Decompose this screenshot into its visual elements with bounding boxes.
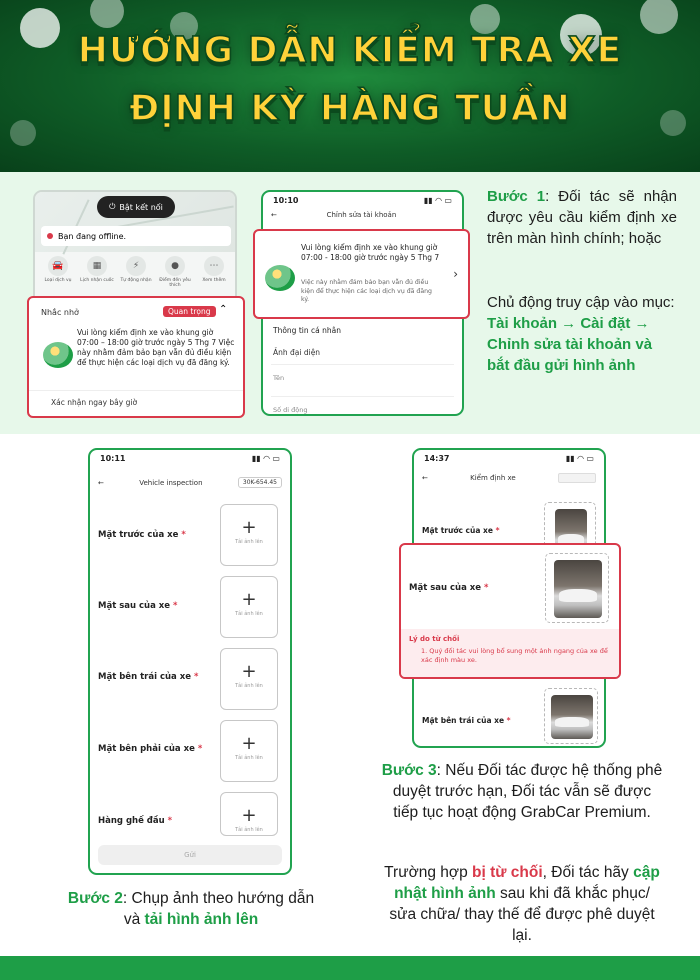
step3-rejected: bị từ chối [472, 864, 543, 881]
plate-badge: 30K-654.45 [238, 477, 282, 488]
step1-access-text [487, 292, 677, 376]
reject-title: Lý do từ chối [409, 635, 460, 643]
plus-icon: + [241, 805, 257, 826]
field-front: Mặt trước của xe * [422, 526, 500, 535]
back-arrow-icon[interactable]: ← [271, 211, 277, 219]
step2-body: : Chụp ảnh theo hướng dẫn và [122, 890, 315, 928]
inspection-illustration-icon [265, 265, 295, 291]
card-subtitle: Việc này nhằm đảm bảo bạn vẫn đủ điều kiện để thực hiện các loại dịch vụ đã đăng ký. [301, 279, 432, 303]
field-label: Mặt bên trái của xe [98, 672, 191, 682]
field-front-seats: Hàng ghế đầu * [98, 816, 173, 826]
hero-title-line2: ĐỊNH KỲ HÀNG TUẦN [129, 88, 571, 129]
field-right: Mặt bên phải của xe * [98, 744, 203, 754]
field-label: Mặt bên phải của xe [98, 744, 195, 754]
back-arrow-icon[interactable]: ← [98, 478, 104, 487]
step3-text2c: sau khi đã khắc phục/ sửa chữa/ thay thế để được phê duyệt lại. [389, 885, 655, 944]
submit-button[interactable]: Gửi [98, 845, 282, 865]
step1-label: Bước 1 [487, 188, 546, 205]
step1-text1: : Đối tác sẽ nhận được yêu cầu kiểm định xe trên màn hình chính; hoặc [487, 188, 677, 247]
upload-right[interactable] [220, 720, 278, 782]
card-title: Vui lòng kiểm định xe vào khung giờ 07:00 - 18:00 giờ trước ngày 5 Thg 7 [301, 243, 440, 262]
hero-title-line1: HƯỚNG DẪN KIỂM TRA XE [77, 30, 623, 71]
plus-icon: + [241, 733, 257, 754]
step3-label: Bước 3 [381, 762, 437, 779]
reminder-body: Vui lòng kiểm định xe vào khung giờ 07:00 – 18:00 giờ trước ngày 5 Thg 7 Việc này nhằm đảm bảo bạn vẫn đủ điều kiện để thực hiện các loại dịch vụ đã đăng ký. [77, 328, 235, 367]
offline-status [41, 226, 231, 246]
back-arrow-icon[interactable]: ← [422, 474, 428, 482]
nav-bar [414, 471, 604, 485]
page-title: Vehicle inspection [139, 478, 203, 487]
upload-back[interactable] [220, 576, 278, 638]
tile-label: Lịch nhận cuốc [80, 278, 114, 283]
field-label: Mặt trước của xe [98, 530, 179, 540]
step3-text2b: , Đối tác hãy [542, 864, 634, 881]
reminder-header: Nhắc nhở [41, 308, 79, 317]
step1-text2: Chủ động truy cập vào mục: [487, 294, 675, 311]
pin-icon: ● [165, 256, 185, 276]
step2-text [62, 888, 320, 930]
upload-front[interactable] [220, 504, 278, 566]
step1-path: Tài khoản → Cài đặt → Chỉnh sửa tài khoản và bắt đầu gửi hình ảnh [487, 315, 653, 374]
nav-bar [90, 475, 290, 490]
bolt-icon: ⚡ [126, 256, 146, 276]
tile-auto-accept[interactable] [119, 256, 153, 292]
chevron-right-icon: › [453, 267, 458, 281]
reminder-card [27, 296, 245, 418]
field-front: Mặt trước của xe * [98, 530, 186, 540]
field-back: Mặt sau của xe * [409, 583, 489, 593]
vehicle-inspection-phone [88, 448, 292, 875]
status-time: 10:10 [273, 196, 299, 205]
status-time: 14:37 [424, 454, 450, 463]
inspection-illustration-icon [43, 342, 73, 368]
plus-icon: + [241, 589, 257, 610]
connect-button-label: Bật kết nối [119, 202, 163, 212]
signal-wifi-battery-icon: ▮▮ ◠ ▭ [565, 454, 594, 463]
step3-body: : Nếu Đối tác được hệ thống phê duyệt trước hạn, Đối tác vẫn sẽ được tiếp tục hoạt động GrabCar Premium. [392, 762, 663, 821]
step2-bold: tải hình ảnh lên [144, 911, 259, 928]
status-bar [263, 192, 462, 209]
bottom-bar [0, 956, 700, 980]
plus-icon: + [241, 661, 257, 682]
page-title: Chỉnh sửa tài khoản [326, 211, 397, 219]
quick-tiles [41, 256, 231, 292]
left-car-photo [551, 695, 593, 739]
connect-button[interactable] [97, 196, 175, 218]
row-name[interactable]: Tên [273, 374, 285, 382]
field-label: Mặt bên trái của xe [422, 716, 505, 725]
upload-label: Tải ảnh lên [235, 683, 263, 689]
field-left: Mặt bên trái của xe * [422, 716, 511, 725]
status-bar [90, 450, 290, 467]
back-photo-box[interactable] [545, 553, 609, 623]
rejected-photo-card [399, 543, 621, 679]
left-photo-box[interactable] [544, 688, 598, 744]
step3-text [381, 760, 663, 823]
upload-label: Tải ảnh lên [235, 755, 263, 761]
field-label: Mặt sau của xe [98, 601, 171, 611]
field-left: Mặt bên trái của xe * [98, 672, 199, 682]
page-title: Kiểm định xe [470, 474, 516, 482]
signal-wifi-battery-icon: ▮▮ ◠ ▭ [251, 454, 280, 463]
row-avatar[interactable]: Ảnh đại diện [273, 348, 321, 357]
car-icon: 🚘 [48, 256, 68, 276]
field-back: Mặt sau của xe * [98, 601, 178, 611]
plate-placeholder [558, 473, 596, 483]
row-phone[interactable]: Số di động [273, 406, 308, 414]
section-title: Thông tin cá nhân [273, 326, 341, 335]
tile-label: Loại dịch vụ [44, 278, 72, 283]
tile-label: Xem thêm [202, 278, 226, 283]
upload-label: Tải ảnh lên [235, 539, 263, 545]
step3-rejected-text [381, 862, 663, 946]
tile-favorites[interactable] [158, 256, 192, 292]
step3-update: cập nhật hình ảnh [394, 864, 660, 902]
nav-bar [263, 209, 462, 221]
more-icon: ⋯ [204, 256, 224, 276]
field-label: Hàng ghế đầu [98, 816, 165, 826]
field-label: Mặt trước của xe [422, 526, 493, 535]
power-icon: ⏻ [109, 202, 116, 211]
back-car-photo [554, 560, 602, 618]
field-label: Mặt sau của xe [409, 583, 482, 593]
calendar-icon: ▦ [87, 256, 107, 276]
upload-label: Tải ảnh lên [235, 827, 263, 833]
upload-left[interactable] [220, 648, 278, 710]
tile-label: Điểm đến yêu thích [159, 278, 191, 288]
inspection-request-card[interactable] [253, 229, 470, 319]
step1-text [487, 186, 677, 249]
tile-label: Tự động nhận [120, 278, 152, 283]
offline-text: Bạn đang offline. [58, 231, 127, 241]
status-time: 10:11 [100, 454, 126, 463]
step2-label: Bước 2 [67, 890, 123, 907]
tile-service-type[interactable] [41, 256, 75, 292]
status-bar [414, 450, 604, 467]
hero-banner [0, 0, 700, 172]
collapse-chevron-icon[interactable]: ⌃ [219, 304, 228, 315]
tile-schedule[interactable] [80, 256, 114, 292]
plus-icon: + [241, 517, 257, 538]
reject-panel [401, 629, 619, 677]
offline-dot-icon [47, 233, 53, 239]
step3-text2a: Trường hợp [384, 864, 473, 881]
upload-front-seats[interactable] [220, 792, 278, 836]
reject-reason: 1. Quý đối tác vui lòng bổ sung một ảnh ngang của xe để xác định màu xe. [421, 647, 608, 664]
important-badge: Quan trọng [163, 306, 216, 317]
signal-wifi-battery-icon: ▮▮ ◠ ▭ [423, 196, 452, 205]
upload-label: Tải ảnh lên [235, 611, 263, 617]
tile-more[interactable] [197, 256, 231, 292]
confirm-now-link[interactable]: Xác nhận ngay bây giờ [51, 398, 138, 407]
